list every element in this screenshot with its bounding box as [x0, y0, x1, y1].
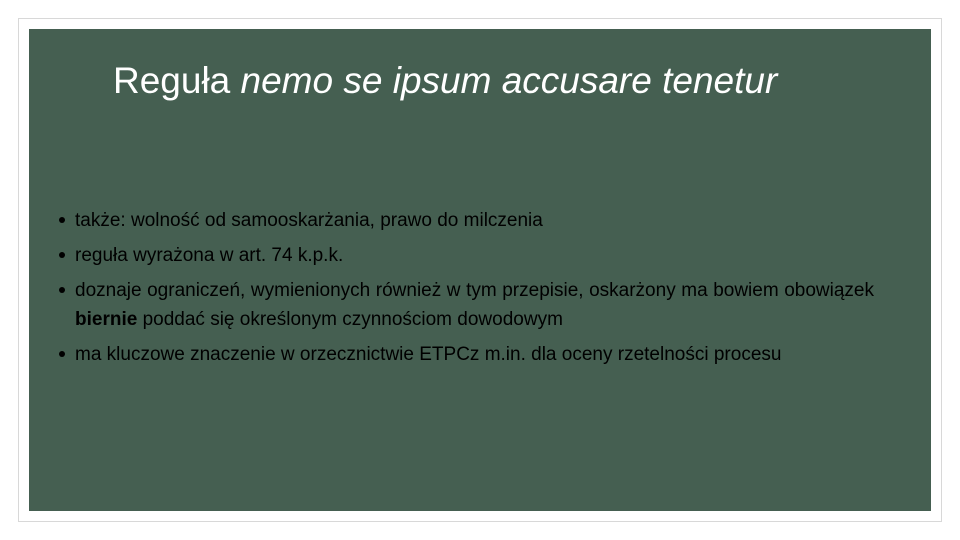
bullet-bold-text: biernie: [75, 309, 138, 330]
bullet-item: [59, 340, 874, 369]
bullet-item: [59, 206, 874, 235]
bullet-text: doznaje ograniczeń, wymienionych również w tym przepisie, oskarżony ma bowiem obowiązek: [75, 280, 874, 301]
bullet-dot-icon: [59, 252, 65, 258]
slide-title-italic: nemo se ipsum accusare tenetur: [240, 60, 778, 101]
bullet-text: także: wolność od samooskarżania, prawo do milczenia: [75, 210, 543, 231]
slide: [29, 29, 931, 511]
bullet-list: [59, 206, 874, 369]
slide-title: [113, 59, 813, 103]
bullet-dot-icon: [59, 287, 65, 293]
bullet-text: reguła wyrażona w art. 74 k.p.k.: [75, 245, 344, 266]
bullet-text: poddać się określonym czynnościom dowodowym: [137, 309, 563, 330]
bullet-item: [59, 241, 874, 270]
bullet-dot-icon: [59, 217, 65, 223]
bullet-item: [59, 276, 874, 334]
slide-title-plain: Reguła: [113, 60, 241, 101]
bullet-dot-icon: [59, 351, 65, 357]
bullet-text: ma kluczowe znaczenie w orzecznictwie ETPCz m.in. dla oceny rzetelności procesu: [75, 344, 782, 365]
